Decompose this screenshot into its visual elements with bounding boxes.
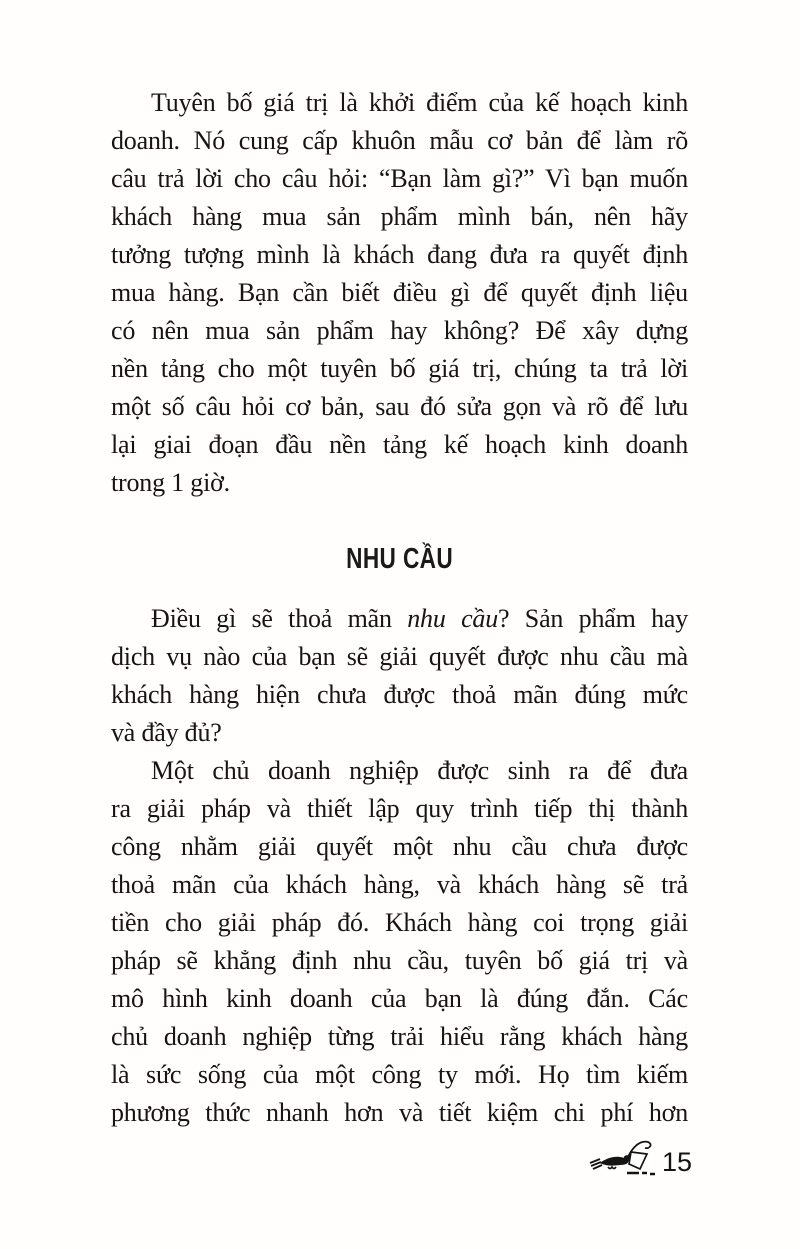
text-line: trong 1 giờ.	[111, 468, 230, 497]
paragraph-2	[111, 600, 688, 752]
text-line: mô hình kinh doanh của bạn là đúng đắn. Các	[111, 984, 688, 1013]
section-heading-nhu-cau	[111, 542, 688, 576]
section-heading-text: NHU CẦU	[345, 543, 454, 575]
text-line: khách hàng mua sản phẩm mình bán, nên hãy	[111, 202, 688, 231]
text-line: tưởng tượng mình là khách đang đưa ra quyết định	[111, 240, 688, 269]
text-line: dịch vụ nào của bạn sẽ giải quyết được nhu cầu mà	[111, 642, 688, 671]
text-line: một số câu hỏi cơ bản, sau đó sửa gọn và rõ để lưu	[111, 392, 688, 421]
text-line: thoả mãn của khách hàng, và khách hàng sẽ trả	[111, 870, 688, 899]
text-line: phương thức nhanh hơn và tiết kiệm chi phí hơn	[111, 1098, 688, 1127]
text-line: và đầy đủ?	[111, 718, 222, 747]
crawling-figure-sketch-icon	[587, 1136, 659, 1182]
text-line: doanh. Nó cung cấp khuôn mẫu cơ bản để làm rõ	[111, 126, 688, 155]
paragraph-1	[111, 84, 688, 502]
text-line: ra giải pháp và thiết lập quy trình tiếp thị thành	[111, 794, 688, 823]
text-line: khách hàng hiện chưa được thoả mãn đúng mức	[111, 680, 688, 709]
page-body-text	[111, 84, 688, 1132]
text-line: Điều gì sẽ thoả mãn nhu cầu? Sản phẩm hay	[151, 604, 689, 633]
text-line: lại giai đoạn đầu nền tảng kế hoạch kinh doanh	[111, 430, 688, 459]
page-footer	[587, 1136, 692, 1182]
text-line: chủ doanh nghiệp từng trải hiểu rằng khách hàng	[111, 1022, 688, 1051]
text-line: Tuyên bố giá trị là khởi điểm của kế hoạch kinh	[151, 88, 688, 117]
text-line: pháp sẽ khẳng định nhu cầu, tuyên bố giá trị và	[111, 946, 688, 975]
text-line: là sức sống của một công ty mới. Họ tìm kiếm	[111, 1060, 688, 1089]
page-number: 15	[661, 1147, 692, 1177]
text-line: Một chủ doanh nghiệp được sinh ra để đưa	[151, 756, 688, 785]
text-line: mua hàng. Bạn cần biết điều gì để quyết định liệu	[111, 278, 688, 307]
paragraph-3	[111, 752, 688, 1132]
text-line: công nhằm giải quyết một nhu cầu chưa được	[111, 832, 688, 861]
text-line: tiền cho giải pháp đó. Khách hàng coi trọng giải	[111, 908, 688, 937]
text-line: có nên mua sản phẩm hay không? Để xây dựng	[111, 316, 688, 345]
text-line: nền tảng cho một tuyên bố giá trị, chúng ta trả lời	[111, 354, 688, 383]
text-line: câu trả lời cho câu hỏi: “Bạn làm gì?” Vì bạn muốn	[111, 164, 688, 193]
